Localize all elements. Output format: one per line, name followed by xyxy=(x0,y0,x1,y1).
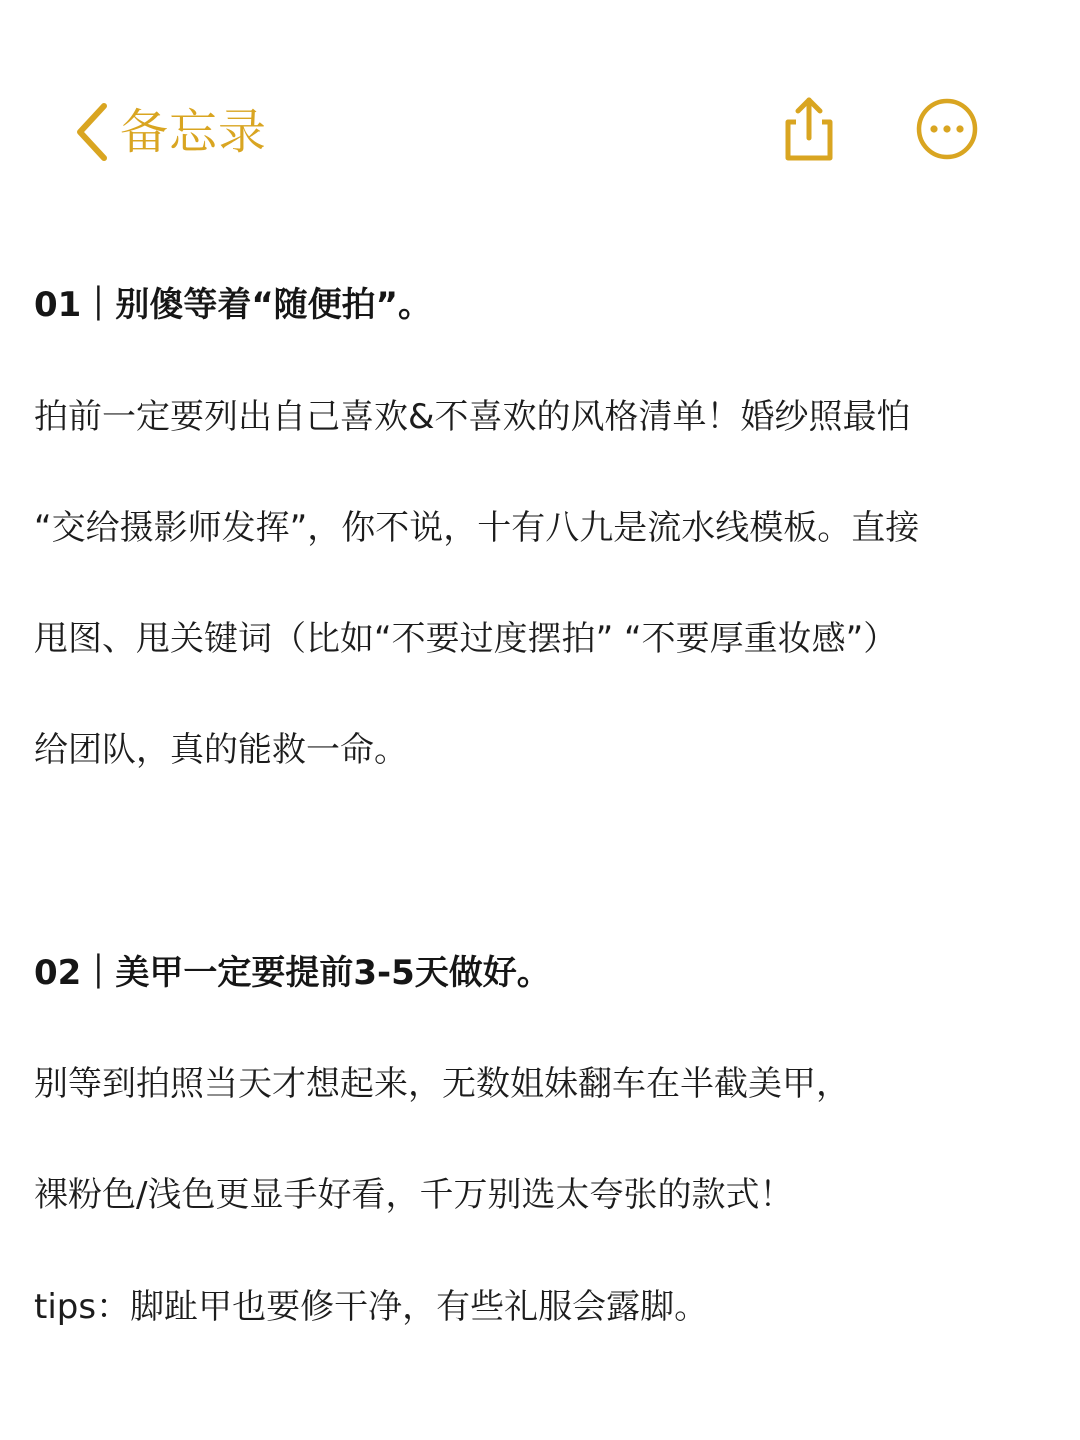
section-1-line: 甩图、甩关键词（比如“不要过度摆拍” “不要厚重妆感”） xyxy=(34,619,898,659)
section-1-heading: 01｜别傻等着“随便拍”。 xyxy=(34,285,433,325)
chevron-left-icon xyxy=(72,102,110,162)
share-button[interactable] xyxy=(776,92,842,164)
section-2-heading: 02｜美甲一定要提前3-5天做好。 xyxy=(34,953,551,993)
section-1-line: “交给摄影师发挥”，你不说，十有八九是流水线模板。直接 xyxy=(34,508,920,548)
section-2-line: 裸粉色/浅色更显手好看，千万别选太夸张的款式！ xyxy=(34,1175,794,1215)
more-button[interactable] xyxy=(914,96,980,162)
more-icon xyxy=(914,96,980,162)
section-2-line: 别等到拍照当天才想起来，无数姐妹翻车在半截美甲， xyxy=(34,1064,850,1104)
section-2-line: tips：脚趾甲也要修干净，有些礼服会露脚。 xyxy=(34,1287,709,1327)
section-1-line: 给团队，真的能救一命。 xyxy=(34,730,408,770)
section-1-line: 拍前一定要列出自己喜欢&不喜欢的风格清单！婚纱照最怕 xyxy=(34,397,911,437)
navigation-bar xyxy=(0,0,1080,220)
back-button-label: 备忘录 xyxy=(120,104,268,160)
share-icon xyxy=(776,92,842,164)
back-button[interactable] xyxy=(72,92,267,172)
